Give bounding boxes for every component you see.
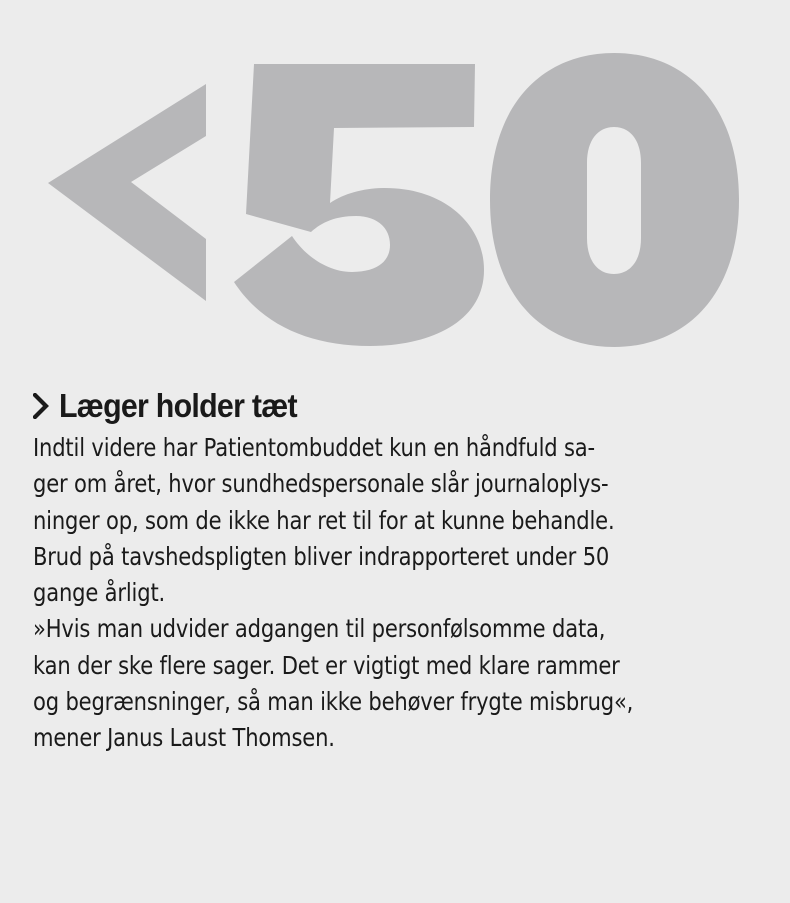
- paragraph-line: Brud på tavshedspligten bliver indrapporteret under 50: [33, 541, 610, 571]
- big-number-graphic: [0, 0, 790, 360]
- paragraph-2-quote: [33, 611, 652, 756]
- article-heading: [33, 382, 753, 430]
- chevron-right-icon: [33, 393, 49, 419]
- less-than-fifty-graphic: [0, 0, 790, 360]
- paragraph-1: [33, 430, 652, 611]
- paragraph-line: »Hvis man udvider adgangen til personfølsomme data,: [33, 614, 606, 644]
- paragraph-line: mener Janus Laust Thomsen.: [33, 723, 335, 753]
- digit-five: [234, 64, 484, 346]
- heading-text: Læger holder tæt: [59, 387, 297, 424]
- paragraph-line: kan der ske flere sager. Det er vigtigt med klare rammer: [33, 650, 620, 680]
- paragraph-line: Indtil videre har Patientombuddet kun en håndfuld sa-: [33, 433, 595, 462]
- digit-zero: [490, 53, 739, 347]
- less-than-symbol: [48, 84, 206, 301]
- paragraph-line: og begrænsninger, så man ikke behøver frygte misbrug«,: [33, 687, 634, 717]
- paragraph-line: ger om året, hvor sundhedspersonale slår journaloplys-: [33, 469, 609, 499]
- article-box: [33, 382, 753, 757]
- paragraph-line: gange årligt.: [33, 578, 166, 608]
- paragraph-line: ninger op, som de ikke har ret til for at kunne behandle.: [33, 505, 615, 535]
